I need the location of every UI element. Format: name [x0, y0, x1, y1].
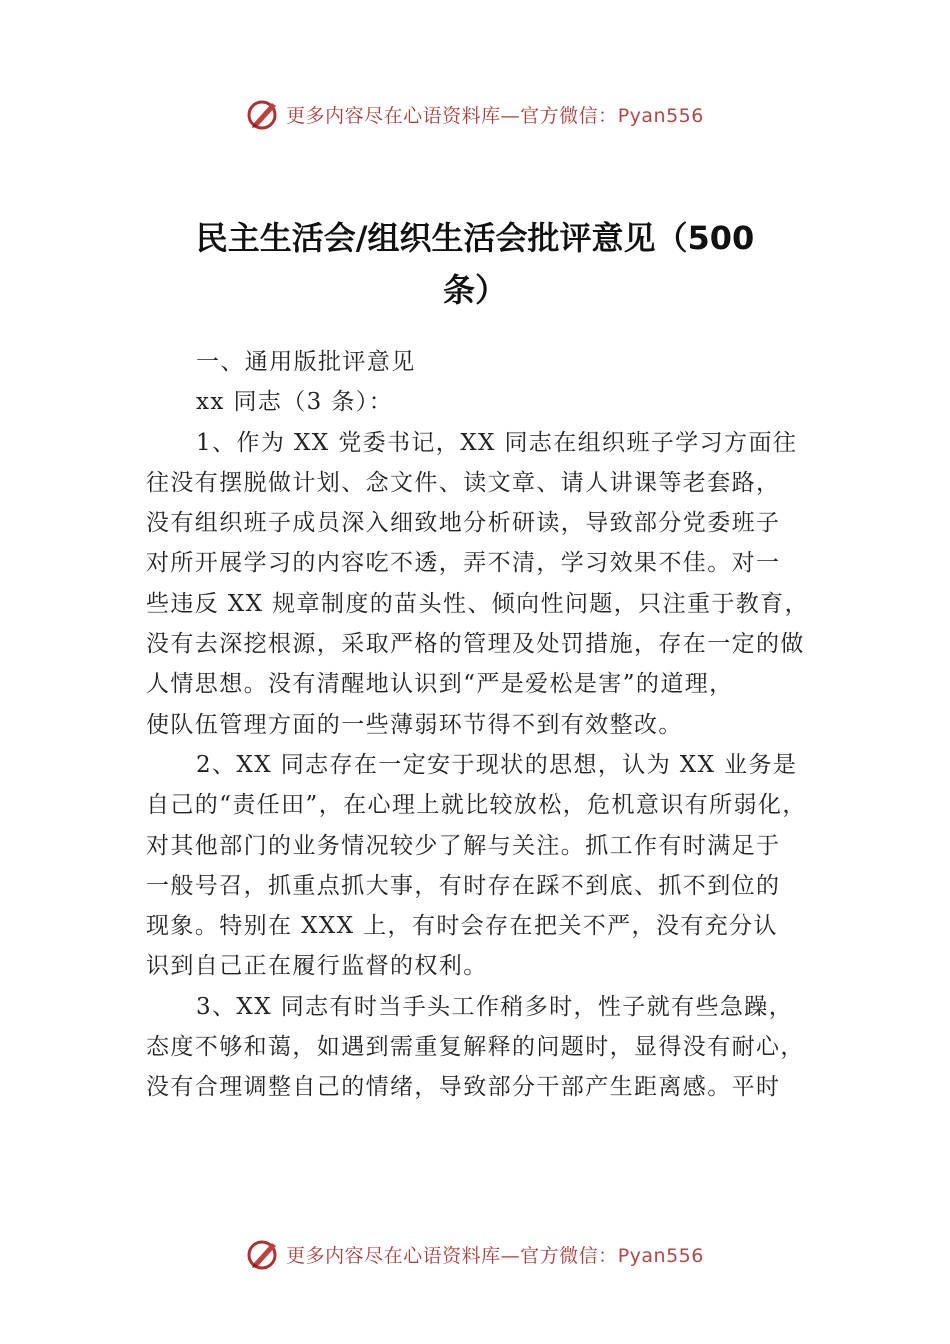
pen-logo-icon [246, 97, 280, 131]
page-title [140, 212, 810, 316]
banner-text: 更多内容尽在心语资料库—官方微信：Pyan556 [286, 1244, 704, 1267]
body-line: 识到自己正在履行监督的权利。 [146, 953, 488, 980]
body-line: 对其他部门的业务情况较少了解与关注。抓工作有时满足于 [146, 832, 781, 859]
banner-text: 更多内容尽在心语资料库—官方微信：Pyan556 [286, 104, 704, 127]
body-line: 自己的“责任田”，在心理上就比较放松，危机意识有所弱化， [146, 792, 807, 819]
body-line: 一般号召，抓重点抓大事，有时存在踩不到底、抓不到位的 [146, 872, 781, 899]
body-line: 没有合理调整自己的情绪，导致部分干部产生距离感。平时 [146, 1074, 781, 1101]
title-line-1: 民主生活会/组织生活会批评意见（500 [195, 219, 755, 257]
body-line: 使队伍管理方面的一些薄弱环节得不到有效整改。 [146, 711, 683, 738]
body-line: 3、XX 同志有时当手头工作稍多时，性子就有些急躁， [196, 993, 794, 1020]
header-banner [0, 94, 950, 134]
body-line: 1、作为 XX 党委书记，XX 同志在组织班子学习方面往 [196, 429, 798, 456]
body-line: 一、通用版批评意见 [196, 349, 416, 375]
body-line: 对所开展学习的内容吃不透，弄不清，学习效果不佳。对一 [146, 550, 781, 577]
title-line-2: 条） [442, 271, 507, 309]
body-line: 没有去深挖根源，采取严格的管理及处罚措施，存在一定的做 [146, 631, 805, 658]
body-line: 现象。特别在 XXX 上，有时会存在把关不严，没有充分认 [146, 913, 778, 940]
body-line: 态度不够和蔼，如遇到需重复解释的问题时，显得没有耐心， [146, 1034, 805, 1061]
body-line: 没有组织班子成员深入细致地分析研读，导致部分党委班子 [146, 510, 781, 537]
body-line: xx 同志（3 条）： [196, 389, 394, 416]
body-line: 人情思想。没有清醒地认识到“严是爱松是害”的道理， [146, 671, 734, 698]
document-body [146, 342, 818, 1108]
pen-logo-icon [246, 1237, 280, 1271]
body-line: 2、XX 同志存在一定安于现状的思想，认为 XX 业务是 [196, 751, 798, 778]
body-line: 往没有摆脱做计划、念文件、读文章、请人讲课等老套路， [146, 469, 781, 496]
footer-banner [0, 1234, 950, 1274]
body-line: 些违反 XX 规章制度的苗头性、倾向性问题，只注重于教育， [146, 590, 809, 617]
